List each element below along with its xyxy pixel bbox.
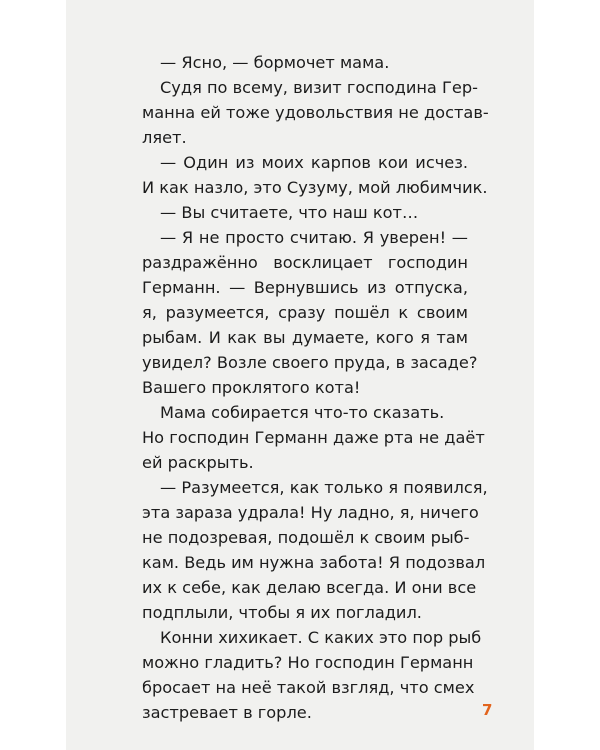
text-line: я, разумеется, сразу пошёл к своим bbox=[142, 303, 468, 322]
text-line: раздражённо восклицает господин bbox=[142, 253, 468, 272]
text-line: — Я не просто считаю. Я уверен! — bbox=[160, 228, 468, 247]
text-line: Германн. — Вернувшись из отпуска, bbox=[142, 278, 468, 297]
page-text bbox=[142, 50, 489, 725]
text-line: эта зараза удрала! Ну ладно, я, ничего bbox=[142, 503, 479, 522]
text-line: увидел? Возле своего пруда, в засаде? bbox=[142, 353, 478, 372]
text-line: Судя по всему, визит господина Гер- bbox=[160, 78, 478, 97]
text-line: подплыли, чтобы я их погладил. bbox=[142, 603, 422, 622]
book-page bbox=[66, 0, 534, 750]
text-line: бросает на неё такой взгляд, что смех bbox=[142, 678, 475, 697]
text-line: И как назло, это Сузуму, мой любимчик. bbox=[142, 178, 488, 197]
text-line: Вашего проклятого кота! bbox=[142, 378, 361, 397]
text-line: не подозревая, подошёл к своим рыб- bbox=[142, 528, 470, 547]
page-number: 7 bbox=[482, 701, 493, 719]
text-line: Конни хихикает. С каких это пор рыб bbox=[160, 628, 482, 647]
text-line: — Ясно, — бормочет мама. bbox=[160, 53, 390, 72]
text-line: манна ей тоже удовольствия не достав- bbox=[142, 103, 489, 122]
text-line: их к себе, как делаю всегда. И они все bbox=[142, 578, 477, 597]
text-line: Но господин Германн даже рта не даёт bbox=[142, 428, 485, 447]
text-line: Мама собирается что-то сказать. bbox=[160, 403, 445, 422]
text-line: кам. Ведь им нужна забота! Я подозвал bbox=[142, 553, 486, 572]
text-line: ей раскрыть. bbox=[142, 453, 254, 472]
text-line: ляет. bbox=[142, 128, 187, 147]
text-line: — Разумеется, как только я появился, bbox=[160, 478, 488, 497]
text-line: можно гладить? Но господин Германн bbox=[142, 653, 474, 672]
text-line: — Один из моих карпов кои исчез. bbox=[160, 153, 468, 172]
text-line: — Вы считаете, что наш кот… bbox=[160, 203, 419, 222]
text-line: застревает в горле. bbox=[142, 703, 312, 722]
text-line: рыбам. И как вы думаете, кого я там bbox=[142, 328, 468, 347]
